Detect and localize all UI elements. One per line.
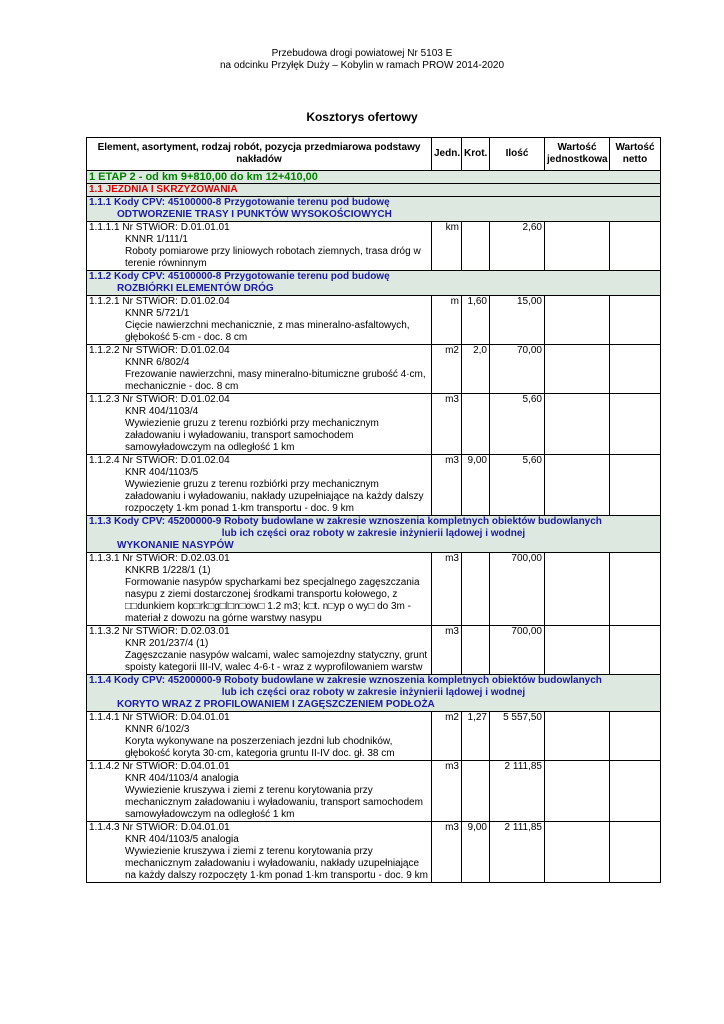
table-header-row (87, 138, 661, 171)
item-qty: 2,60 (490, 222, 545, 271)
table-row (87, 455, 661, 516)
item-unit-value (545, 822, 610, 883)
item-unit: m3 (432, 455, 462, 516)
item-unit-value (545, 761, 610, 822)
item-net-value (610, 222, 661, 271)
item-knr: KNNR 6/802/4 (125, 357, 190, 368)
cost-estimate-table (86, 137, 661, 883)
item-net-value (610, 345, 661, 394)
item-qty: 5,60 (490, 394, 545, 455)
section-row-1-1 (87, 184, 661, 197)
item-number: 1.1.3.1 (89, 553, 120, 564)
col-header-krot: Krot. (462, 138, 490, 171)
item-unit-value (545, 345, 610, 394)
item-krot (462, 222, 490, 271)
section-row-1-1-2 (87, 271, 661, 296)
table-row (87, 712, 661, 761)
section-row-1-1-3 (87, 516, 661, 553)
item-ref: Nr STWiOR: D.02.03.01 (122, 626, 230, 637)
item-description: Wywiezienie gruzu z terenu rozbiórki przy mechanicznym załadowaniu i wyładowaniu, nakłady uzupełniające na każdy dalszy rozpoczęty 1·km ponad 1·km transportu - doc. 9 km (125, 479, 424, 514)
item-unit: m3 (432, 822, 462, 883)
section-1-1-3-line2: lub ich części oraz roboty w zakresie inżynierii lądowej i wodnej (221, 528, 526, 539)
item-number: 1.1.4.1 (89, 712, 120, 723)
section-1-1-4-line2: lub ich części oraz roboty w zakresie inżynierii lądowej i wodnej (221, 687, 526, 698)
section-1-1-4-line1: 1.1.4 Kody CPV: 45200000-9 Roboty budowlane w zakresie wznoszenia kompletnych obiektów budowlanych (89, 675, 602, 686)
section-1-1-3-line3: WYKONANIE NASYPÓW (117, 540, 234, 551)
item-unit: m (432, 296, 462, 345)
item-unit: km (432, 222, 462, 271)
item-knr: KNR 404/1103/4 analogia (125, 773, 239, 784)
section-1-1-2-line2: ROZBIÓRKI ELEMENTÓW DRÓG (117, 283, 274, 294)
item-net-value (610, 455, 661, 516)
item-number: 1.1.2.1 (89, 296, 120, 307)
table-row (87, 553, 661, 626)
item-description: Cięcie nawierzchni mechanicznie, z mas mineralno-asfaltowych, głębokość 5·cm - doc. 8 cm (125, 320, 410, 343)
item-knr: KNR 404/1103/5 analogia (125, 834, 239, 845)
item-net-value (610, 296, 661, 345)
item-krot (462, 761, 490, 822)
item-unit-value (545, 222, 610, 271)
item-ref: Nr STWiOR: D.04.01.01 (122, 761, 230, 772)
item-unit: m2 (432, 712, 462, 761)
etap-label: 1 ETAP 2 - od km 9+810,00 do km 12+410,00 (87, 171, 661, 184)
table-row (87, 761, 661, 822)
item-qty: 15,00 (490, 296, 545, 345)
item-ref: Nr STWiOR: D.01.02.04 (122, 345, 230, 356)
table-row (87, 296, 661, 345)
table-row (87, 394, 661, 455)
document-header (0, 48, 724, 72)
item-knr: KNNR 1/111/1 (125, 234, 188, 245)
section-1-1-1-line1: 1.1.1 Kody CPV: 45100000-8 Przygotowanie terenu pod budowę (89, 197, 390, 208)
item-ref: Nr STWiOR: D.01.01.01 (122, 222, 230, 233)
item-knr: KNR 404/1103/4 (125, 406, 199, 417)
item-knr: KNR 201/237/4 (1) (125, 638, 209, 649)
item-net-value (610, 394, 661, 455)
section-1-1-3-line1: 1.1.3 Kody CPV: 45200000-9 Roboty budowlane w zakresie wznoszenia kompletnych obiektów budowlanych (89, 516, 602, 527)
item-net-value (610, 822, 661, 883)
header-line-2: na odcinku Przyłęk Duży – Kobylin w ramach PROW 2014-2020 (219, 60, 505, 71)
col-header-unit-value: Wartość jednostkowa (545, 138, 610, 171)
item-krot: 9,00 (462, 822, 490, 883)
col-header-net-value: Wartość netto (610, 138, 661, 171)
section-row-1-1-1 (87, 197, 661, 222)
col-header-qty: Ilość (490, 138, 545, 171)
item-ref: Nr STWiOR: D.01.02.04 (122, 296, 230, 307)
item-number: 1.1.2.4 (89, 455, 120, 466)
section-label-1-1: 1.1 JEZDNIA I SKRZYŻOWANIA (87, 184, 661, 197)
item-qty: 700,00 (490, 626, 545, 675)
item-krot: 1,60 (462, 296, 490, 345)
etap-row (87, 171, 661, 184)
col-header-unit: Jedn. (432, 138, 462, 171)
item-unit-value (545, 394, 610, 455)
item-krot: 9,00 (462, 455, 490, 516)
item-unit: m2 (432, 345, 462, 394)
header-line-1: Przebudowa drogi powiatowej Nr 5103 E (271, 48, 453, 59)
item-number: 1.1.4.2 (89, 761, 120, 772)
item-unit-value (545, 553, 610, 626)
item-ref: Nr STWiOR: D.04.01.01 (122, 712, 230, 723)
item-knr: KNNR 5/721/1 (125, 308, 190, 319)
item-number: 1.1.3.2 (89, 626, 120, 637)
item-unit: m3 (432, 626, 462, 675)
item-description: Roboty pomiarowe przy liniowych robotach ziemnych, trasa dróg w terenie równinnym (125, 246, 421, 269)
item-knr: KNR 404/1103/5 (125, 467, 199, 478)
item-unit: m3 (432, 394, 462, 455)
item-krot (462, 394, 490, 455)
item-net-value (610, 553, 661, 626)
item-ref: Nr STWiOR: D.01.02.04 (122, 455, 230, 466)
item-description: Koryta wykonywane na poszerzeniach jezdni lub chodników, głębokość koryta 30·cm, kategoria gruntu II-IV doc. gł. 38 cm (125, 736, 395, 759)
item-krot: 1,27 (462, 712, 490, 761)
item-description: Wywiezienie gruzu z terenu rozbiórki przy mechanicznym załadowaniu i wyładowaniu, transport samochodem samowyładowczym na odległość 1 km (125, 418, 379, 453)
item-knr: KNKRB 1/228/1 (1) (125, 565, 211, 576)
item-ref: Nr STWiOR: D.02.03.01 (122, 553, 230, 564)
item-unit-value (545, 626, 610, 675)
item-qty: 2 111,85 (490, 761, 545, 822)
item-net-value (610, 626, 661, 675)
section-1-1-2-line1: 1.1.2 Kody CPV: 45100000-8 Przygotowanie terenu pod budowę (89, 271, 390, 282)
section-1-1-4-line3: KORYTO WRAZ Z PROFILOWANIEM I ZAGĘSZCZENIEM PODŁOŻA (117, 699, 435, 710)
item-qty: 5,60 (490, 455, 545, 516)
item-number: 1.1.2.3 (89, 394, 120, 405)
section-1-1-1-line2: ODTWORZENIE TRASY I PUNKTÓW WYSOKOŚCIOWYCH (117, 209, 392, 220)
item-unit-value (545, 455, 610, 516)
item-net-value (610, 761, 661, 822)
item-unit-value (545, 712, 610, 761)
item-ref: Nr STWiOR: D.04.01.01 (122, 822, 230, 833)
item-knr: KNNR 6/102/3 (125, 724, 190, 735)
table-row (87, 345, 661, 394)
item-description: Formowanie nasypów spycharkami bez specjalnego zagęszczania nasypu z ziemi dostarczonej środkami transportu kołowego, z □□dunkiem kop□rk□g□l□n□ow□ 1.2 m3; k□t. n□yp o wy□ do 3m - materiał z dowozu na górne warstwy nasypu (125, 577, 420, 624)
item-description: Wywiezienie kruszywa i ziemi z terenu korytowania przy mechanicznym załadowaniu i wyładowaniu, transport samochodem samowyładowczym na odległość 1 km (125, 785, 423, 820)
table-row (87, 222, 661, 271)
table-row (87, 822, 661, 883)
item-krot (462, 626, 490, 675)
item-net-value (610, 712, 661, 761)
item-ref: Nr STWiOR: D.01.02.04 (122, 394, 230, 405)
item-number: 1.1.1.1 (89, 222, 120, 233)
item-qty: 70,00 (490, 345, 545, 394)
item-qty: 2 111,85 (490, 822, 545, 883)
item-unit-value (545, 296, 610, 345)
item-description: Wywiezienie kruszywa i ziemi z terenu korytowania przy mechanicznym załadowaniu i wyładowaniu, nakłady uzupełniające na każdy dalszy rozpoczęty 1·km ponad 1·km transportu - doc. 9 km (125, 846, 428, 881)
item-krot (462, 553, 490, 626)
item-number: 1.1.2.2 (89, 345, 120, 356)
item-description: Frezowanie nawierzchni, masy mineralno-bitumiczne grubość 4·cm, mechanicznie - doc. 8 cm (125, 369, 426, 392)
item-qty: 5 557,50 (490, 712, 545, 761)
table-row (87, 626, 661, 675)
item-unit: m3 (432, 761, 462, 822)
item-unit: m3 (432, 553, 462, 626)
item-krot: 2,0 (462, 345, 490, 394)
item-description: Zagęszczanie nasypów walcami, walec samojezdny statyczny, grunt spoisty kategorii III-IV, walec 4-6·t - wraz z wyprofilowaniem warstw (125, 650, 428, 673)
document-title: Kosztorys ofertowy (306, 110, 418, 124)
item-qty: 700,00 (490, 553, 545, 626)
section-row-1-1-4 (87, 675, 661, 712)
col-header-element: Element, asortyment, rodzaj robót, pozycja przedmiarowa podstawy nakładów (87, 138, 432, 171)
item-number: 1.1.4.3 (89, 822, 120, 833)
